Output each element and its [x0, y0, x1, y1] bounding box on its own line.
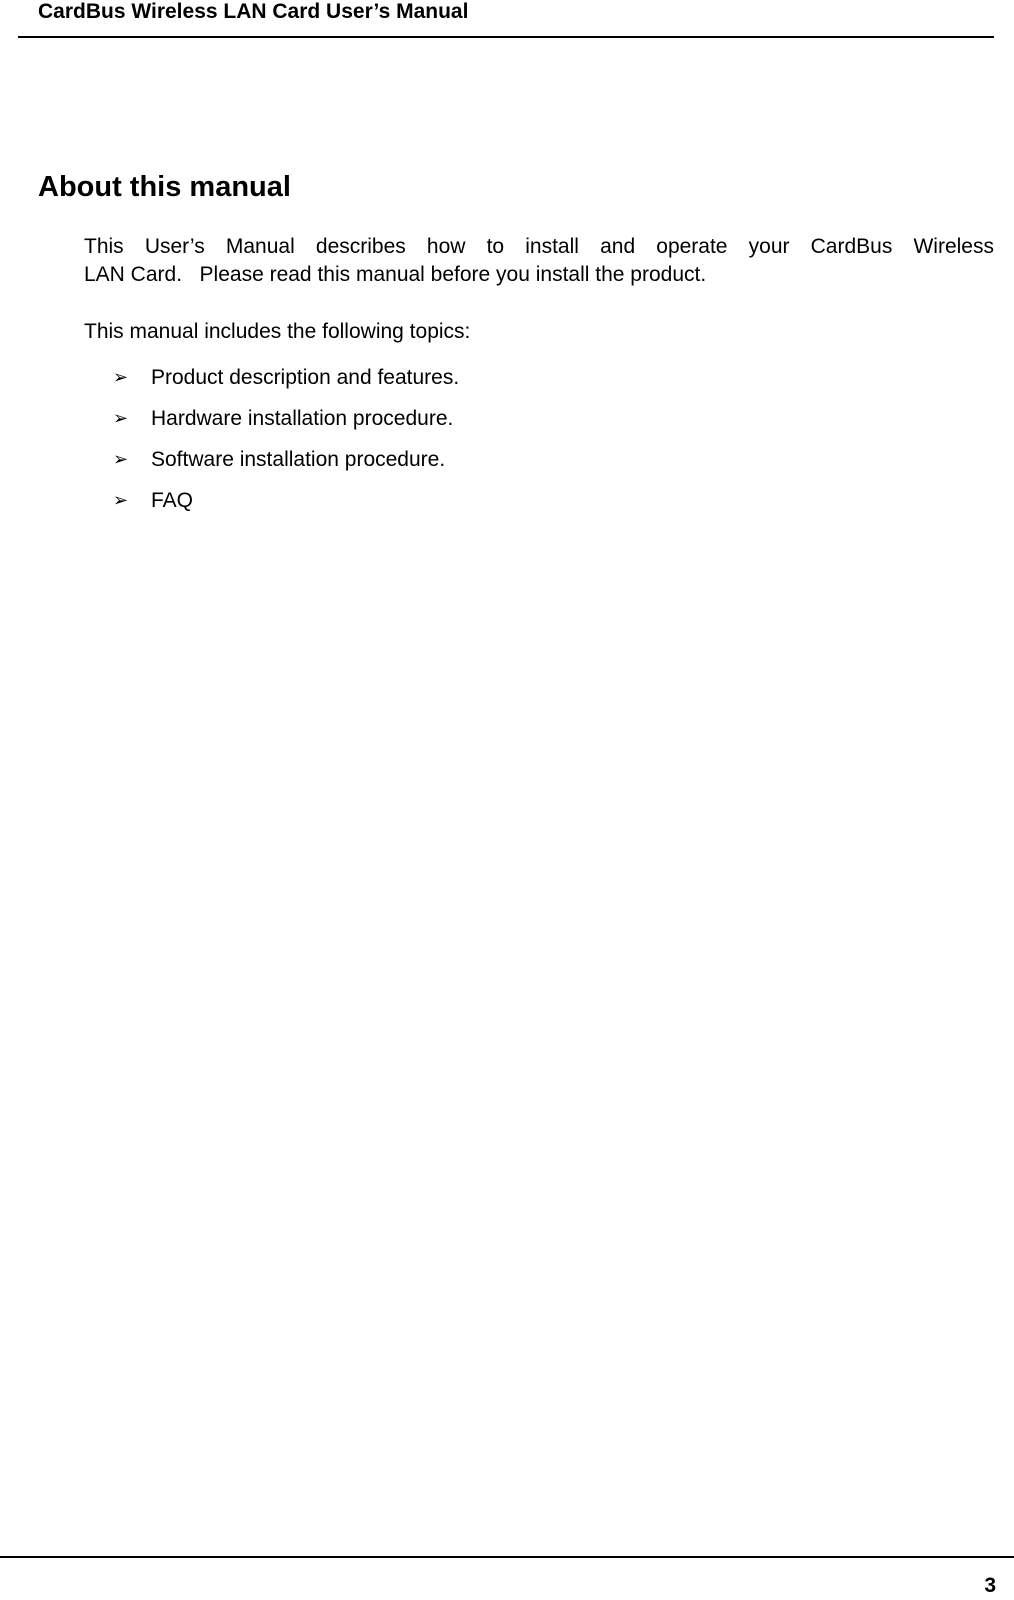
arrow-bullet-icon: ➢ [113, 408, 129, 429]
footer-rule [0, 1556, 1014, 1558]
intro-paragraph [84, 233, 994, 289]
arrow-bullet-icon: ➢ [113, 367, 129, 388]
arrow-bullet-icon: ➢ [113, 490, 129, 511]
arrow-bullet-icon: ➢ [113, 449, 129, 470]
intro-line: This User’s Manual describes how to install and operate your CardBus Wireless [84, 235, 994, 258]
list-item-label: FAQ [151, 489, 194, 512]
list-item-label: Hardware installation procedure. [151, 407, 454, 430]
list-item-label: Software installation procedure. [151, 448, 446, 471]
header-rule [18, 36, 994, 38]
running-header-title: CardBus Wireless LAN Card User’s Manual [38, 0, 469, 23]
topics-lead-text: This manual includes the following topics: [84, 320, 471, 343]
section-heading: About this manual [38, 171, 291, 203]
intro-line: LAN Card. Please read this manual before you install the product. [84, 263, 707, 286]
list-item-label: Product description and features. [151, 366, 460, 389]
page-number: 3 [984, 1574, 996, 1597]
